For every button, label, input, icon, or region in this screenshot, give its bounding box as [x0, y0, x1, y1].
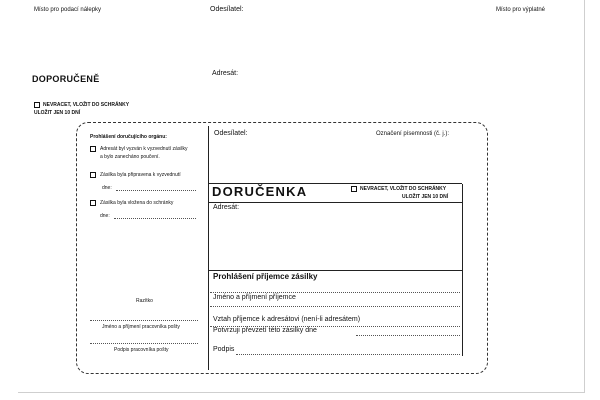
- notified-text-1: Adresát byl vyzván k vyzvednutí zásilky: [100, 146, 188, 152]
- no-return-checkbox[interactable]: [34, 102, 40, 108]
- courier-declaration-title: Prohlášení doručujícího orgánu:: [90, 134, 167, 140]
- store-10-days-option: ULOŽIT JEN 10 DNÍ: [34, 110, 81, 116]
- right-frame-line: [462, 184, 463, 356]
- recipient-declaration-title: Prohlášení příjemce zásilky: [213, 272, 318, 281]
- confirm-label: Potvrzuji převzetí této zásilky dne: [213, 327, 317, 334]
- relation-label: Vztah příjemce k adresátovi (není-li adresátem): [213, 316, 361, 323]
- registered-title: DOPORUČENĚ: [32, 74, 100, 84]
- label-recipient: Adresát:: [212, 70, 239, 77]
- mailbox-text: Zásilka byla vložena do schránky: [100, 200, 174, 206]
- employee-name-label: Jméno a příjmení pracovníka pošty: [102, 324, 180, 330]
- label-sticker-area: Místo pro podací nálepky: [34, 7, 102, 13]
- prepared-text: Zásilka byla připravena k vyzvednutí: [100, 172, 181, 178]
- card-recipient-label: Adresát:: [213, 204, 240, 211]
- card-store-10-days-option: ULOŽIT JEN 10 DNÍ: [402, 194, 449, 200]
- card-sender-label: Odesílatel:: [214, 130, 248, 137]
- confirm-date-field[interactable]: [356, 335, 460, 336]
- label-sender: Odesílatel:: [210, 6, 244, 13]
- checkbox-mailbox[interactable]: [90, 200, 96, 206]
- mailbox-date-field[interactable]: [114, 218, 196, 219]
- checkbox-notified[interactable]: [90, 146, 96, 152]
- title-bottom-rule: [208, 202, 462, 203]
- no-return-option: NEVRACET, VLOŽIT DO SCHRÁNKY: [43, 102, 130, 108]
- label-postage-area: Místo pro výplatné: [496, 7, 546, 13]
- card-no-return-option: NEVRACET, VLOŽIT DO SCHRÁNKY: [360, 186, 447, 192]
- checkbox-prepared[interactable]: [90, 172, 96, 178]
- notified-text-2: a bylo zanecháno poučení.: [100, 154, 160, 160]
- recipient-name-field[interactable]: [210, 306, 460, 307]
- employee-sign-field[interactable]: [90, 343, 198, 344]
- recipient-name-label: Jméno a příjmení příjemce: [213, 294, 296, 301]
- employee-sign-label: Podpis pracovníka pošty: [114, 347, 169, 353]
- doručenka-title: DORUČENKA: [212, 184, 308, 199]
- prepared-date-field[interactable]: [116, 190, 196, 191]
- card-divider: [208, 126, 209, 370]
- prepared-date-label: dne:: [102, 185, 112, 191]
- signature-field[interactable]: [236, 354, 460, 355]
- name-line-top: [210, 292, 460, 293]
- card-no-return-checkbox[interactable]: [351, 186, 357, 192]
- employee-name-field[interactable]: [90, 320, 198, 321]
- stamp-label: Razítko: [136, 298, 153, 304]
- recipient-bottom-rule: [208, 270, 462, 271]
- mailbox-date-label: dne:: [100, 213, 110, 219]
- signature-label: Podpis: [213, 346, 235, 353]
- reference-label: Označení písemnosti (č. j.):: [376, 131, 450, 137]
